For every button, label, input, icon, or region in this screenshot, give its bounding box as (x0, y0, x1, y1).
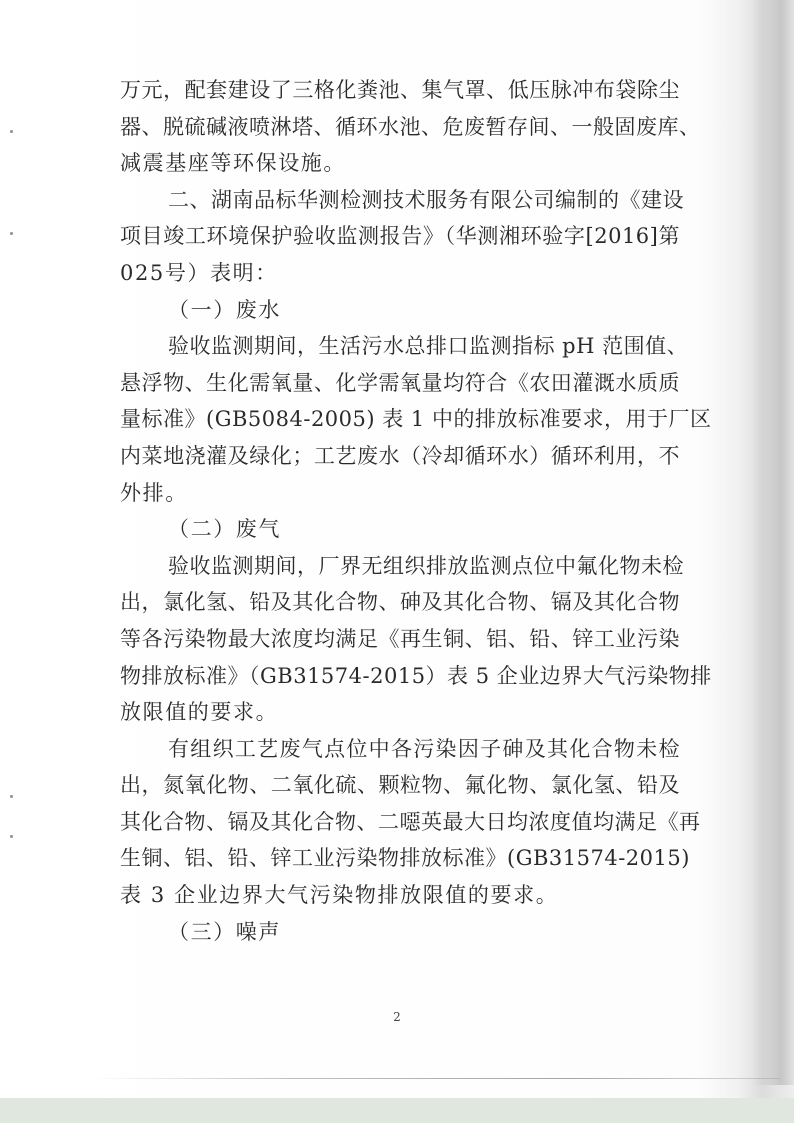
text-line: 器、脱硫碱液喷淋塔、循环水池、危废暂存间、一般固废库、 (120, 114, 701, 139)
text-line: 内菜地浇灌及绿化；工艺废水（冷却循环水）循环利用，不 (120, 443, 680, 468)
text-line: 悬浮物、生化需氧量、化学需氧量均符合《农田灌溉水质质 (120, 370, 680, 395)
text-line: 等各污染物最大浓度均满足《再生铜、铝、铅、锌工业污染 (120, 626, 680, 651)
text-line: 表 3 企业边界大气污染物排放限值的要求。 (120, 883, 559, 908)
page-edge-shadow (752, 0, 794, 1085)
text-line: 减震基座等环保设施。 (120, 151, 346, 176)
text-line: 量标准》(GB5084-2005) 表 1 中的排放标准要求，用于厂区 (120, 407, 712, 432)
scan-speck (10, 130, 13, 133)
text-line: 二、湖南品标华测检测技术服务有限公司编制的《建设 (168, 187, 684, 212)
scan-speck (10, 795, 13, 798)
text-line: 验收监测期间，生活污水总排口监测指标 pH 范围值、 (168, 334, 689, 359)
text-line: 验收监测期间，厂界无组织排放监测点位中氟化物未检 (168, 553, 684, 578)
text-line: 出，氯化氢、铅及其化合物、砷及其化合物、镉及其化合物 (120, 590, 680, 615)
scan-speck (10, 232, 13, 235)
text-line: （一）废水 (168, 297, 281, 322)
text-line: 有组织工艺废气点位中各污染因子砷及其化合物未检 (168, 736, 680, 761)
text-line: 其化合物、镉及其化合物、二噁英最大日均浓度值均满足《再 (120, 809, 701, 834)
document-body (120, 72, 712, 950)
scanner-bed-strip (0, 1098, 794, 1123)
text-line: 项目竣工环境保护验收监测报告》（华测湘环验字[2016]第 (120, 224, 680, 249)
text-line: 放限值的要求。 (120, 700, 279, 725)
text-line: （二）废气 (168, 517, 281, 542)
page-number: 2 (393, 1010, 401, 1024)
text-line: 出，氮氧化物、二氧化硫、颗粒物、氟化物、氯化氢、铅及 (120, 773, 680, 798)
text-line: 万元，配套建设了三格化粪池、集气罩、低压脉冲布袋除尘 (120, 78, 680, 102)
text-line: （三）噪声 (168, 919, 281, 944)
text-line: 生铜、铝、铅、锌工业污染物排放标准》(GB31574-2015) (120, 846, 690, 871)
text-line: 外排。 (120, 480, 188, 505)
text-line: 025号）表明： (120, 260, 278, 285)
text-line: 物排放标准》（GB31574-2015）表 5 企业边界大气污染物排 (120, 663, 712, 688)
scan-speck (10, 835, 13, 838)
page-bottom-edge (90, 1078, 780, 1079)
